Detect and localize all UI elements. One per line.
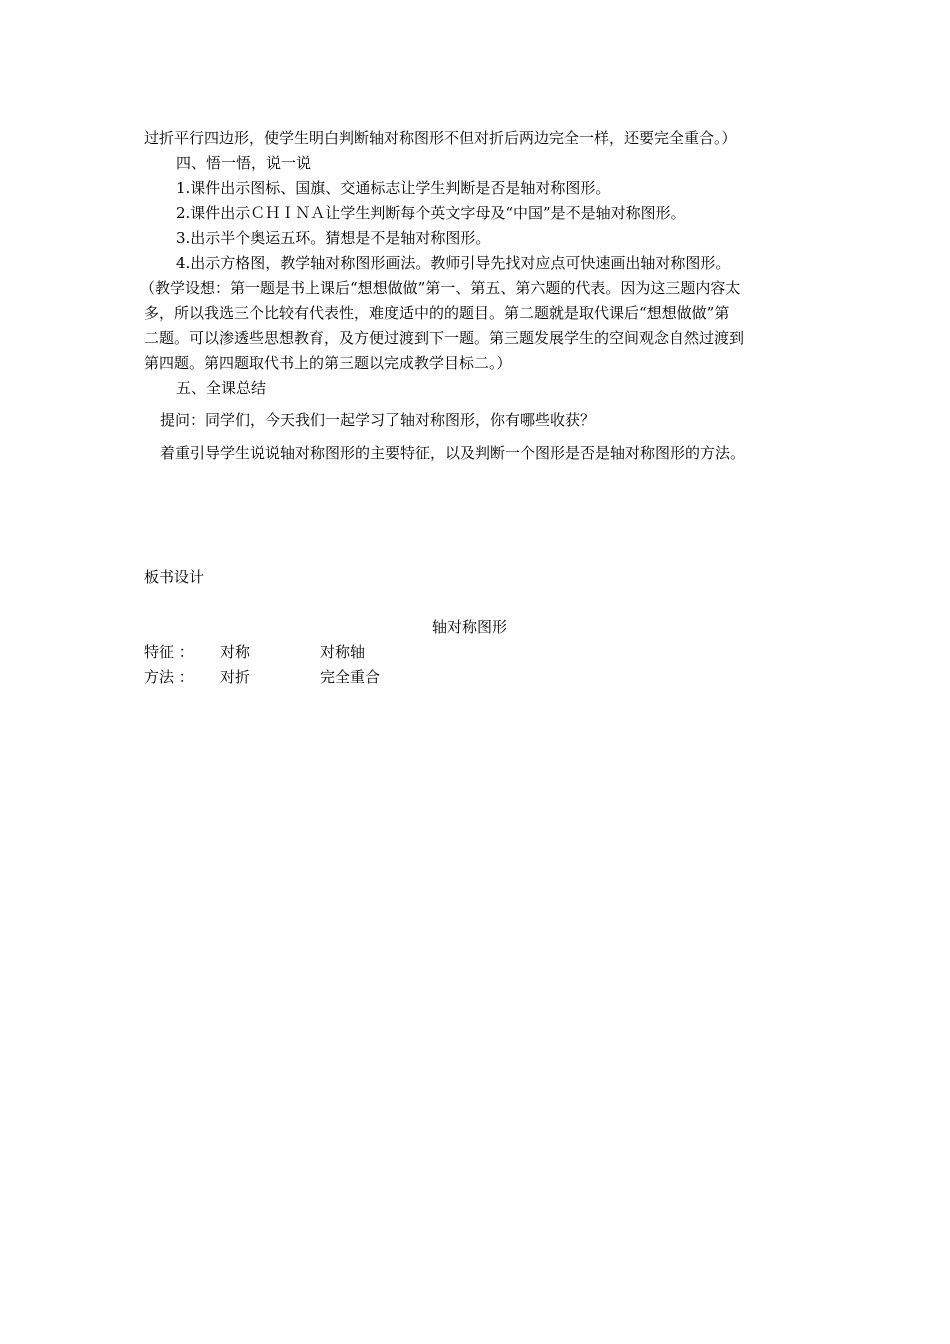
board-design-heading: 板书设计 xyxy=(144,568,205,586)
guide-paragraph: 着重引导学生说说轴对称图形的主要特征，以及判断一个图形是否是轴对称图形的方法。 xyxy=(160,444,746,462)
section-heading-5: 五、全课总结 xyxy=(176,379,267,397)
board-row-label: 特征 ： xyxy=(144,643,194,661)
list-item-1: 1.课件出示图标、国旗、交通标志让学生判断是否是轴对称图形。 xyxy=(176,179,611,197)
list-item-4: 4.出示方格图，教学轴对称图形画法。教师引导先找对应点可快速画出轴对称图形。 xyxy=(176,254,731,272)
list-item-3: 3.出示半个奥运五环。猜想是不是轴对称图形。 xyxy=(176,229,491,247)
board-row-method xyxy=(144,667,544,687)
design-note-line: （教学设想：第一题是书上课后“想想做做”第一、第五、第六题的代表。因为这三题内容太 xyxy=(140,279,741,297)
board-row-value: 对称轴 xyxy=(320,643,366,661)
board-title: 轴对称图形 xyxy=(432,618,508,636)
board-row-value: 对称 xyxy=(220,643,251,661)
paragraph-continuation: 过折平行四边形，使学生明白判断轴对称图形不但对折后两边完全一样，还要完全重合。） xyxy=(144,129,737,147)
design-note-line: 第四题。第四题取代书上的第三题以完成教学目标二。） xyxy=(144,354,512,372)
list-item-2: 2.课件出示ＣＨＩＮＡ让学生判断每个英文字母及“中国”是不是轴对称图形。 xyxy=(176,204,686,222)
board-row-label: 方法 ： xyxy=(144,668,194,686)
board-row-value: 完全重合 xyxy=(320,668,381,686)
question-paragraph: 提问：同学们，今天我们一起学习了轴对称图形，你有哪些收获？ xyxy=(160,411,596,429)
section-heading-4: 四、悟一悟，说一说 xyxy=(176,154,312,172)
design-note-line: 多，所以我选三个比较有代表性，难度适中的的题目。第二题就是取代课后“想想做做”第 xyxy=(144,304,730,322)
board-row-value: 对折 xyxy=(220,668,251,686)
design-note-line: 二题。可以渗透些思想教育，及方便过渡到下一题。第三题发展学生的空间观念自然过渡到 xyxy=(144,329,745,347)
board-row-features xyxy=(144,642,544,662)
